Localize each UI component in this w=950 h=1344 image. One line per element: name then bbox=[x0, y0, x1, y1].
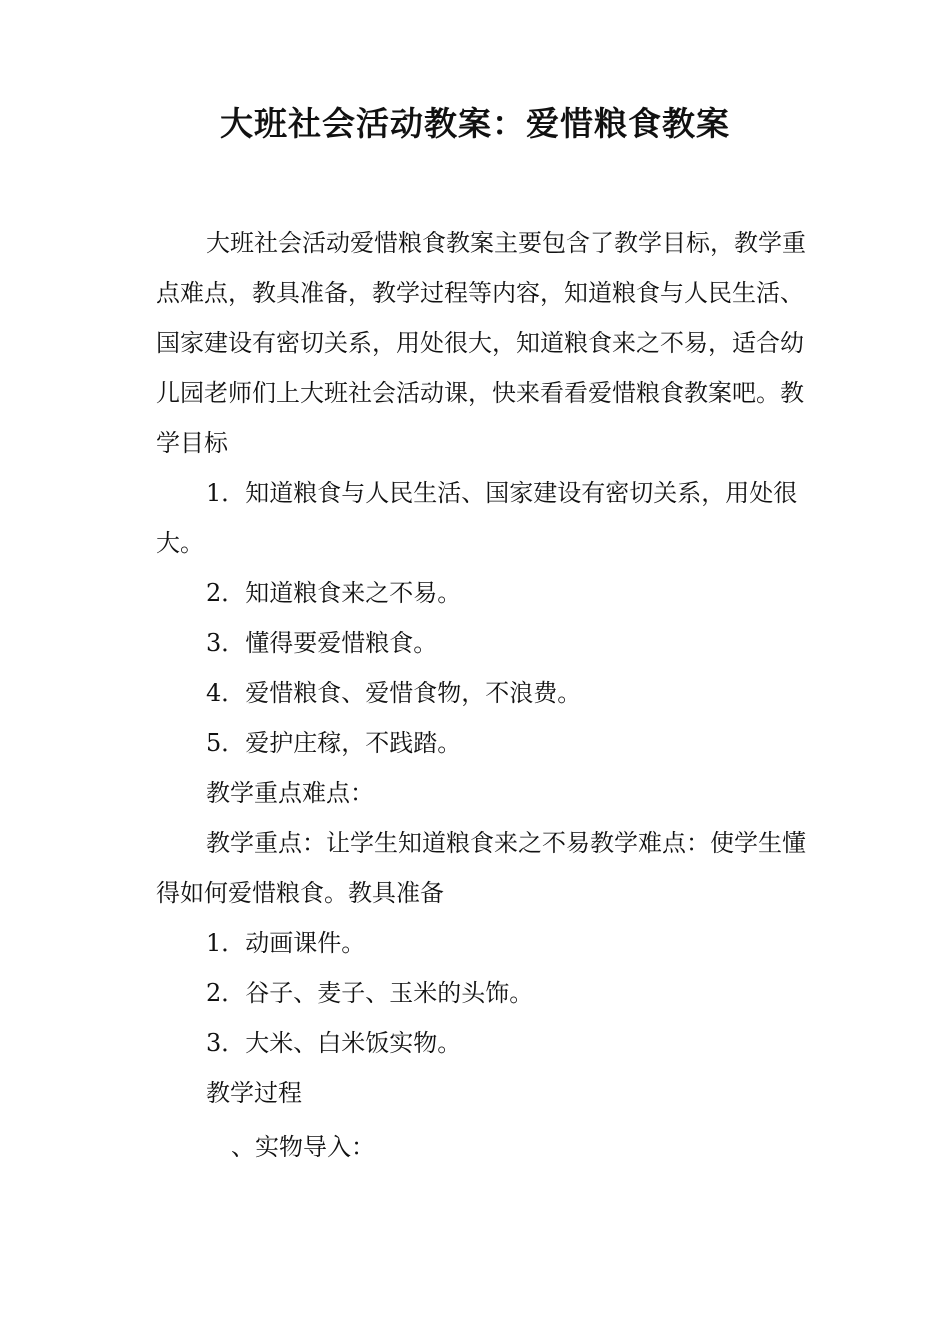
prep-item-3: 3．大米、白米饭实物。 bbox=[206, 1029, 462, 1057]
goal-item-5: 5．爱护庄稼，不践踏。 bbox=[206, 729, 462, 757]
process-step-1: 、实物导入： bbox=[231, 1133, 375, 1161]
goal-item-1: 1．知道粮食与人民生活、国家建设有密切关系，用处很大。 bbox=[156, 479, 798, 557]
key-points-heading: 教学重点难点： bbox=[206, 779, 374, 807]
key-points-text: 教学重点：让学生知道粮食来之不易教学难点：使学生懂得如何爱惜粮食。教具准备 bbox=[156, 829, 806, 907]
prep-item-1: 1．动画课件。 bbox=[206, 929, 366, 957]
intro-paragraph: 大班社会活动爱惜粮食教案主要包含了教学目标，教学重点难点，教具准备，教学过程等内容，知道粮食与人民生活、国家建设有密切关系，用处很大，知道粮食来之不易，适合幼儿园老师们上大班社会活动课，快来看看爱惜粮食教案吧。教学目标 bbox=[156, 229, 806, 457]
goal-item-4: 4．爱惜粮食、爱惜食物，不浪费。 bbox=[206, 679, 582, 707]
goal-item-3: 3．懂得要爱惜粮食。 bbox=[206, 629, 438, 657]
document-title: 大班社会活动教案：爱惜粮食教案 bbox=[220, 104, 730, 143]
document-body bbox=[156, 218, 808, 1172]
process-heading: 教学过程 bbox=[206, 1079, 302, 1107]
prep-item-2: 2．谷子、麦子、玉米的头饰。 bbox=[206, 979, 534, 1007]
goal-item-2: 2．知道粮食来之不易。 bbox=[206, 579, 462, 607]
